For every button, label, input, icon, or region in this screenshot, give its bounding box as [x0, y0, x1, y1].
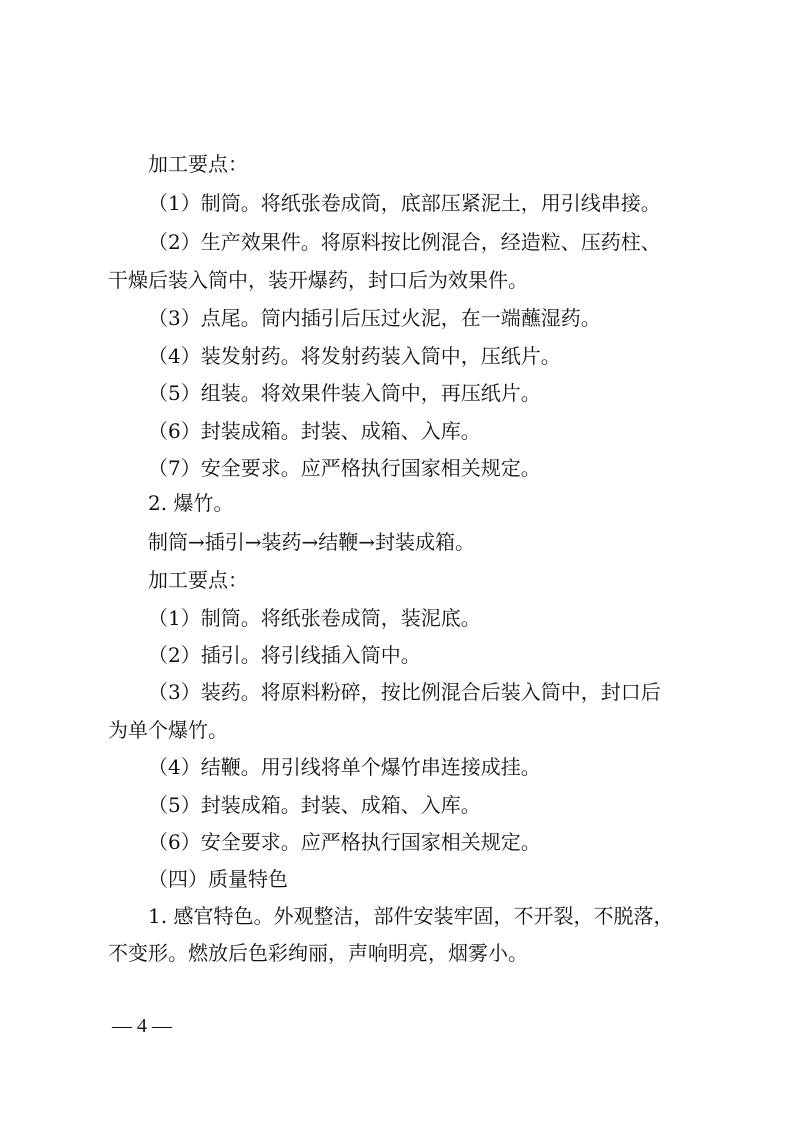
- section-heading-quality: （四）质量特色: [148, 867, 288, 891]
- paragraph-step-1: （1）制筒。将纸张卷成筒，底部压紧泥土，用引线串接。: [148, 191, 661, 215]
- paragraph-step-3: （3）点尾。筒内插引后压过火泥，在一端蘸湿药。: [148, 306, 601, 330]
- paragraph-fc-step-3-continued: 为单个爆竹。: [108, 718, 228, 742]
- paragraph-step-2-continued: 干燥后装入筒中，装开爆药，封口后为效果件。: [108, 268, 528, 292]
- paragraph-step-5: （5）组装。将效果件装入筒中，再压纸片。: [148, 381, 541, 405]
- paragraph-step-4: （4）装发射药。将发射药装入筒中，压纸片。: [148, 344, 561, 368]
- section-heading-processing-points: 加工要点：: [148, 152, 248, 176]
- paragraph-quality-1: 1. 感官特色。外观整洁，部件安装牢固，不开裂，不脱落，: [148, 904, 674, 928]
- paragraph-fc-step-2: （2）插引。将引线插入筒中。: [148, 643, 421, 667]
- paragraph-step-2: （2）生产效果件。将原料按比例混合，经造粒、压药柱、: [148, 230, 661, 254]
- paragraph-quality-1-continued: 不变形。燃放后色彩绚丽，声响明亮，烟雾小。: [108, 941, 528, 965]
- paragraph-fc-step-5: （5）封装成箱。封装、成箱、入库。: [148, 793, 481, 817]
- paragraph-fc-step-6: （6）安全要求。应严格执行国家相关规定。: [148, 830, 541, 854]
- paragraph-fc-step-3: （3）装药。将原料粉碎，按比例混合后装入筒中，封口后: [148, 680, 661, 704]
- subsection-heading-firecrackers: 2. 爆竹。: [148, 491, 234, 515]
- section-heading-processing-points-2: 加工要点：: [148, 568, 248, 592]
- page-number: — 4 —: [112, 1015, 172, 1037]
- paragraph-fc-step-1: （1）制筒。将纸张卷成筒，装泥底。: [148, 606, 481, 630]
- process-flow: 制筒→插引→装药→结鞭→封装成箱。: [148, 530, 476, 554]
- paragraph-step-6: （6）封装成箱。封装、成箱、入库。: [148, 419, 481, 443]
- paragraph-fc-step-4: （4）结鞭。用引线将单个爆竹串连接成挂。: [148, 755, 541, 779]
- paragraph-step-7: （7）安全要求。应严格执行国家相关规定。: [148, 456, 541, 480]
